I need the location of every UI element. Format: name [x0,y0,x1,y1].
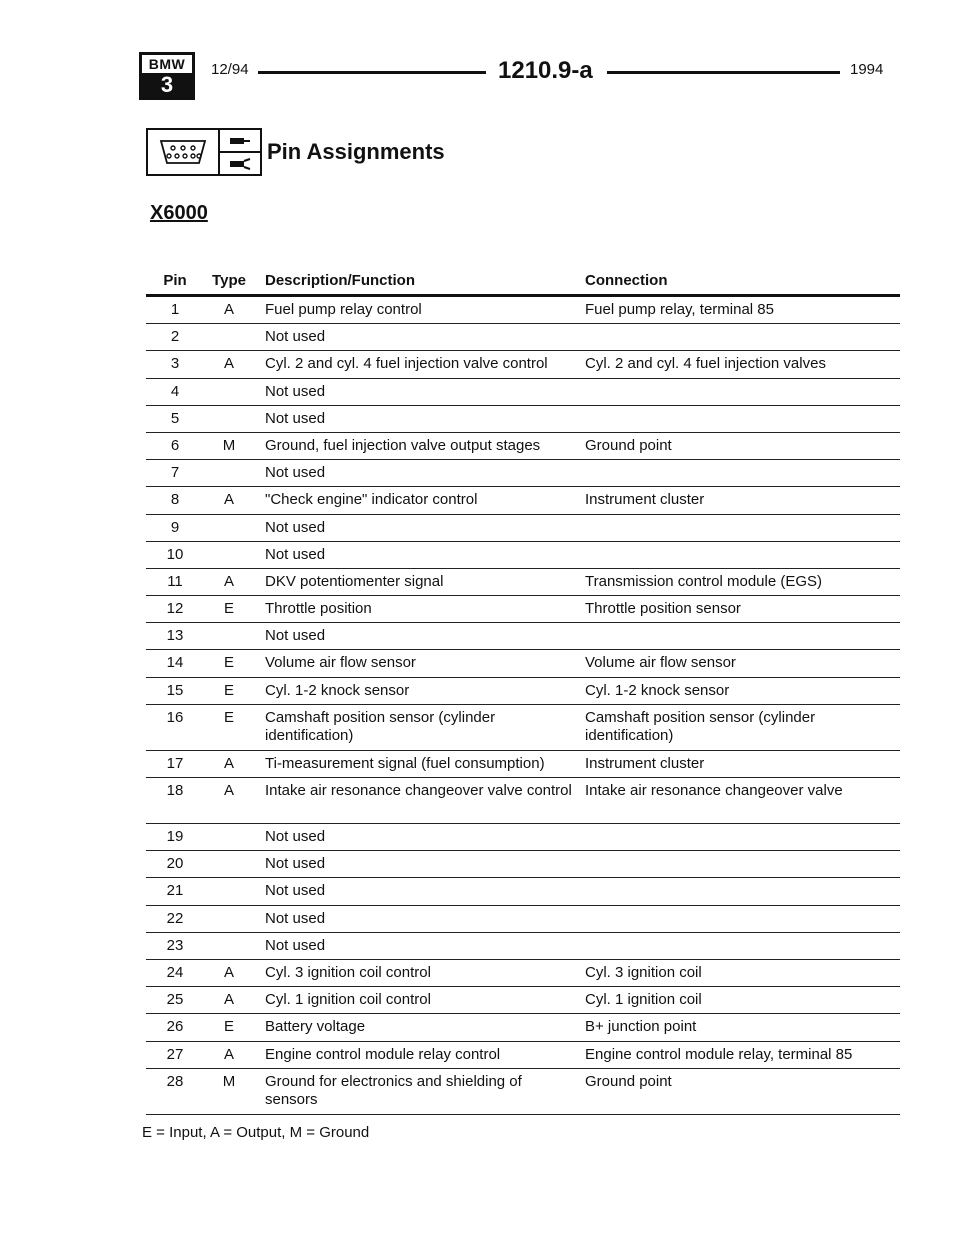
table-row [146,751,900,778]
pin-cell: 14 [166,654,184,672]
table-row [146,433,900,460]
connection-cell: Engine control module relay, terminal 85 [585,1045,853,1063]
table-body [146,297,900,1115]
type-cell: A [223,572,234,590]
description-cell: Not used [265,909,326,927]
table-row [146,351,900,378]
connection-cell: Transmission control module (EGS) [585,572,823,590]
table-row [146,933,900,960]
description-cell: Intake air resonance changeover valve control [265,782,572,799]
description-cell: Cyl. 1-2 knock sensor [265,681,410,699]
pin-cell: 21 [166,882,184,900]
type-cell: A [223,991,234,1009]
connection-cell: Ground point [585,1072,672,1090]
table-row [146,960,900,987]
type-cell: A [223,355,234,373]
table-row [146,650,900,677]
pin-cell: 3 [170,355,180,373]
pin-cell: 13 [166,627,184,645]
table-row [146,569,900,596]
pin-cell: 9 [170,518,180,536]
table-row [146,487,900,514]
connection-cell: Cyl. 2 and cyl. 4 fuel injection valves [585,355,826,373]
connection-cell: Fuel pump relay, terminal 85 [585,301,774,318]
description-cell: Not used [265,545,326,563]
pin-cell: 16 [166,708,184,726]
type-legend: E = Input, A = Output, M = Ground [142,1124,370,1141]
pin-cell: 26 [166,1018,184,1036]
description-cell: Not used [265,855,326,873]
pin-cell: 20 [166,855,184,873]
pin-cell: 23 [166,936,184,954]
type-cell: M [222,436,236,454]
logo-series: 3 [142,73,192,97]
type-cell: E [223,600,234,618]
type-cell: A [223,963,234,981]
type-cell: E [223,1018,234,1036]
connection-cell: B+ junction point [585,1018,697,1036]
description-cell: Cyl. 1 ignition coil control [265,991,431,1009]
table-row [146,515,900,542]
description-cell: Volume air flow sensor [265,654,416,672]
pin-table [146,272,900,1115]
connection-cell: Ground point [585,436,672,454]
pin-cell: 2 [170,328,180,346]
section-title: Pin Assignments [267,139,445,164]
description-cell: Not used [265,328,326,346]
table-row [146,987,900,1014]
connection-cell: Cyl. 1 ignition coil [585,991,702,1009]
connection-cell: Instrument cluster [585,754,705,772]
description-cell: Ti-measurement signal (fuel consumption) [265,754,545,772]
table-row [146,596,900,623]
type-cell: E [223,654,234,672]
table-row [146,379,900,406]
connection-cell: Cyl. 3 ignition coil [585,963,702,981]
description-cell: Not used [265,828,326,845]
description-cell: Not used [265,382,326,400]
description-cell: Not used [265,882,326,900]
connection-cell: Volume air flow sensor [585,654,736,672]
table-row [146,623,900,650]
pin-cell: 17 [166,754,184,772]
description-cell: Not used [265,464,326,482]
pin-cell: 28 [166,1072,184,1090]
type-cell: M [222,1072,236,1090]
description-cell: Cyl. 3 ignition coil control [265,963,431,981]
type-cell: A [223,491,234,509]
table-row [146,542,900,569]
type-cell: A [223,1045,234,1063]
connection-cell: Instrument cluster [585,491,705,509]
table-row [146,460,900,487]
description-cell: Not used [265,936,326,954]
description-cell: Cyl. 2 and cyl. 4 fuel injection valve control [265,355,548,373]
pin-cell: 22 [166,909,184,927]
table-row [146,1042,900,1069]
doc-number: 1210.9-a [498,57,593,84]
plug-female-icon [220,153,260,174]
description-cell: Engine control module relay control [265,1045,501,1063]
connection-cell: Cyl. 1-2 knock sensor [585,681,730,699]
pin-cell: 24 [166,963,184,981]
plug-male-icon [220,130,260,153]
pin-cell: 25 [166,991,184,1009]
pin-cell: 11 [167,572,183,590]
type-cell: A [223,301,234,318]
description-cell: Not used [265,518,326,536]
header-year: 1994 [850,61,884,78]
header-description: Description/Function [265,272,415,289]
type-cell: E [223,708,234,726]
type-cell: E [223,681,234,699]
pin-cell: 18 [166,782,184,799]
table-header [146,272,900,297]
table-row [146,824,900,851]
header-connection: Connection [585,272,668,289]
table-row [146,1014,900,1041]
table-row [146,878,900,905]
pin-cell: 5 [170,409,180,427]
type-cell: A [223,754,234,772]
logo-brand: BMW [148,56,186,72]
type-cell: A [223,782,234,799]
connector-pins-icon [148,130,220,174]
table-row [146,297,900,324]
pin-cell: 12 [166,600,184,618]
table-row [146,705,900,751]
description-cell: Throttle position [265,600,372,618]
table-row [146,906,900,933]
pin-cell: 6 [170,436,180,454]
table-row [146,1069,900,1115]
table-row [146,851,900,878]
pin-cell: 7 [170,464,180,482]
pin-cell: 27 [166,1045,184,1063]
pin-cell: 19 [166,828,184,845]
description-cell: Not used [265,627,326,645]
description-cell: Fuel pump relay control [265,301,422,318]
pin-cell: 1 [170,301,180,318]
description-cell: Ground for electronics and shielding of sensors [265,1072,522,1108]
header-rule-left [258,71,486,74]
header-pin: Pin [163,272,187,289]
table-row [146,778,900,824]
description-cell: Ground, fuel injection valve output stages [265,436,541,454]
connector-icon [146,128,262,176]
header-date: 12/94 [211,61,249,78]
connector-id: X6000 [150,202,208,224]
header-rule-right [607,71,840,74]
pin-cell: 8 [170,491,180,509]
description-cell: Camshaft position sensor (cylinder identification) [265,708,496,744]
connection-cell: Camshaft position sensor (cylinder identification) [585,708,816,744]
header-type: Type [212,272,246,289]
table-row [146,406,900,433]
connection-cell: Throttle position sensor [585,600,741,618]
pin-cell: 15 [166,681,184,699]
description-cell: "Check engine" indicator control [265,491,478,509]
description-cell: Battery voltage [265,1018,366,1036]
table-row [146,324,900,351]
connection-cell: Intake air resonance changeover valve [585,782,843,799]
pin-cell: 4 [170,382,180,400]
description-cell: Not used [265,409,326,427]
bmw-3-logo [139,52,195,100]
pin-cell: 10 [166,545,184,563]
table-row [146,678,900,705]
description-cell: DKV potentiomenter signal [265,572,444,590]
